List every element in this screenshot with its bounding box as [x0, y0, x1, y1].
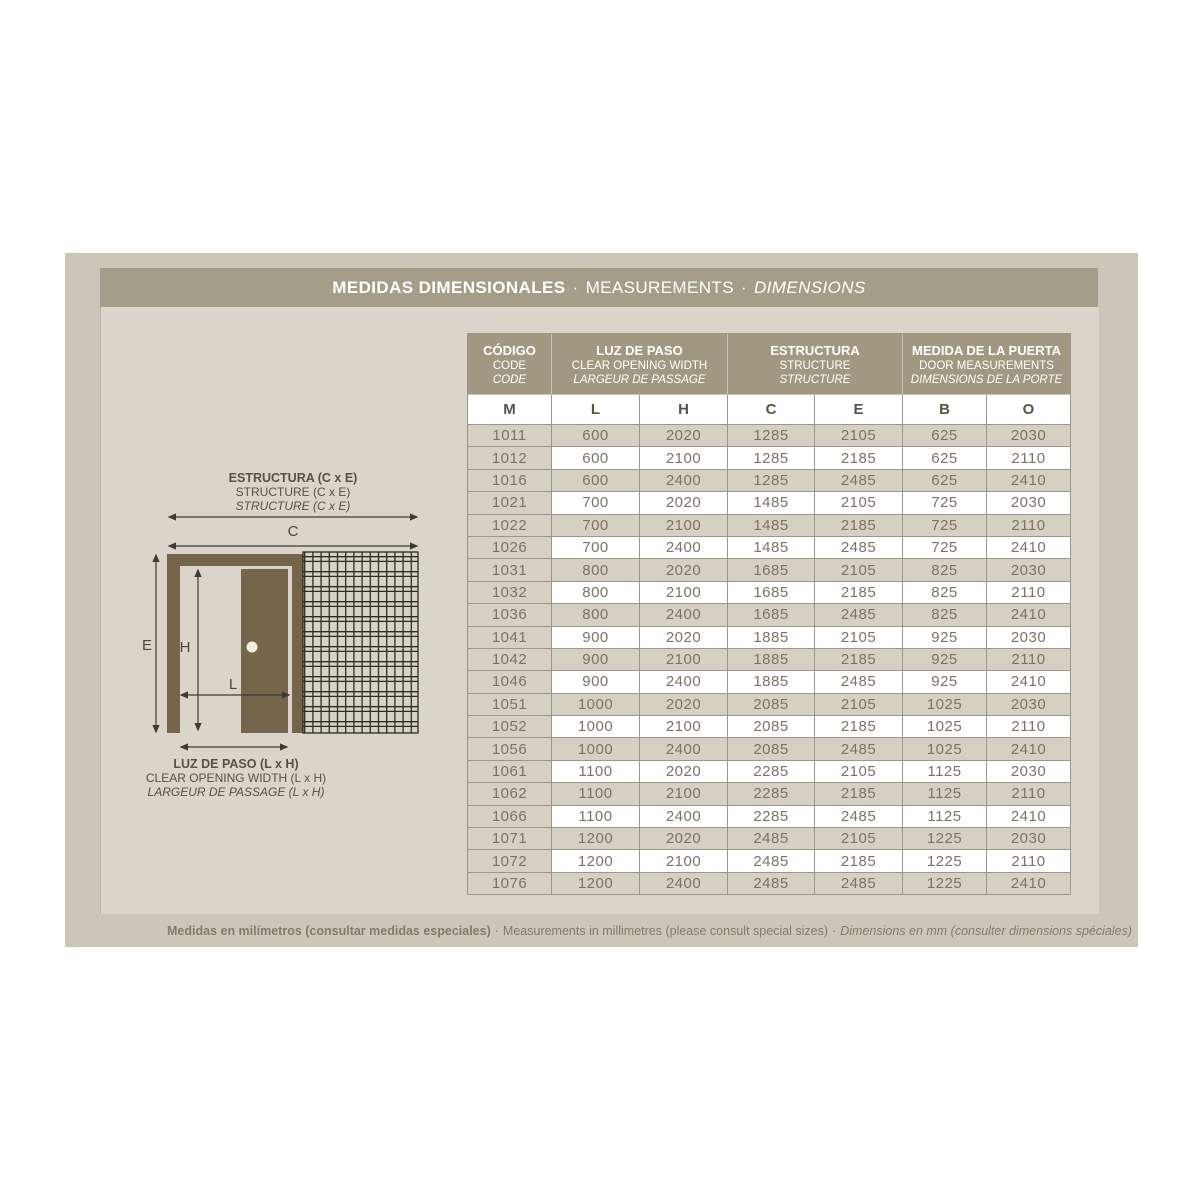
column-header-row [468, 395, 1070, 425]
group-label: CODE [492, 373, 527, 386]
value-cell: 825 [903, 582, 987, 604]
value-cell: 725 [903, 537, 987, 559]
value-cell: 1885 [728, 671, 815, 693]
value-cell: 2020 [640, 425, 728, 447]
value-cell: 900 [552, 671, 640, 693]
value-cell: 700 [552, 492, 640, 514]
code-cell: 1022 [468, 515, 552, 537]
value-cell: 2020 [640, 492, 728, 514]
column-header-o: O [987, 395, 1070, 425]
value-cell: 1100 [552, 783, 640, 805]
value-cell: 2410 [987, 470, 1070, 492]
value-cell: 2110 [987, 582, 1070, 604]
value-cell: 2030 [987, 559, 1070, 581]
value-cell: 1000 [552, 716, 640, 738]
table-row [468, 537, 1070, 559]
door-structure-diagram [140, 466, 440, 811]
value-cell: 2400 [640, 671, 728, 693]
value-cell: 1225 [903, 828, 987, 850]
value-cell: 2110 [987, 850, 1070, 872]
e-dimension-letter: E [141, 637, 153, 654]
group-label: LUZ DE PASO [596, 342, 683, 358]
group-header-row [468, 334, 1070, 395]
value-cell: 2105 [815, 425, 903, 447]
column-header-e: E [815, 395, 903, 425]
title-separator: · [572, 277, 579, 297]
value-cell: 1200 [552, 873, 640, 894]
value-cell: 1000 [552, 694, 640, 716]
value-cell: 1685 [728, 582, 815, 604]
value-cell: 2410 [987, 671, 1070, 693]
value-cell: 2105 [815, 492, 903, 514]
value-cell: 2485 [728, 850, 815, 872]
value-cell: 2110 [987, 783, 1070, 805]
estructura-label-fr: STRUCTURE (C x E) [235, 499, 351, 513]
value-cell: 1685 [728, 604, 815, 626]
value-cell: 2030 [987, 492, 1070, 514]
value-cell: 2030 [987, 694, 1070, 716]
value-cell: 2185 [815, 515, 903, 537]
value-cell: 2410 [987, 738, 1070, 760]
table-body [468, 425, 1070, 894]
group-label: DOOR MEASUREMENTS [919, 359, 1054, 372]
footer-note [65, 914, 1132, 947]
code-cell: 1072 [468, 850, 552, 872]
table-row [468, 447, 1070, 469]
value-cell: 1225 [903, 850, 987, 872]
value-cell: 700 [552, 515, 640, 537]
value-cell: 2105 [815, 694, 903, 716]
value-cell: 2110 [987, 515, 1070, 537]
value-cell: 925 [903, 649, 987, 671]
l-dimension-letter: L [228, 676, 238, 693]
column-header-c: C [728, 395, 815, 425]
code-cell: 1052 [468, 716, 552, 738]
value-cell: 1225 [903, 873, 987, 894]
value-cell: 2100 [640, 649, 728, 671]
value-cell: 2400 [640, 806, 728, 828]
table-row [468, 604, 1070, 626]
value-cell: 2400 [640, 537, 728, 559]
value-cell: 2400 [640, 873, 728, 894]
value-cell: 1100 [552, 806, 640, 828]
table-row [468, 783, 1070, 805]
value-cell: 2100 [640, 716, 728, 738]
title-separator: · [740, 277, 747, 297]
value-cell: 1125 [903, 761, 987, 783]
value-cell: 1100 [552, 761, 640, 783]
column-header-h: H [640, 395, 728, 425]
group-label: DIMENSIONS DE LA PORTE [910, 373, 1063, 386]
value-cell: 2030 [987, 828, 1070, 850]
value-cell: 2485 [815, 671, 903, 693]
value-cell: 1485 [728, 537, 815, 559]
table-row [468, 582, 1070, 604]
value-cell: 1000 [552, 738, 640, 760]
value-cell: 1885 [728, 627, 815, 649]
code-cell: 1042 [468, 649, 552, 671]
code-cell: 1051 [468, 694, 552, 716]
value-cell: 900 [552, 649, 640, 671]
value-cell: 625 [903, 425, 987, 447]
group-header-codigo [468, 334, 552, 395]
code-cell: 1062 [468, 783, 552, 805]
value-cell: 2185 [815, 716, 903, 738]
group-label: CLEAR OPENING WIDTH [571, 359, 708, 372]
code-cell: 1012 [468, 447, 552, 469]
footer-separator: · [832, 923, 837, 938]
group-label: STRUCTURE [779, 359, 851, 372]
table-row [468, 671, 1070, 693]
value-cell: 2020 [640, 828, 728, 850]
value-cell: 2410 [987, 806, 1070, 828]
value-cell: 1885 [728, 649, 815, 671]
value-cell: 2185 [815, 850, 903, 872]
code-cell: 1016 [468, 470, 552, 492]
value-cell: 2085 [728, 694, 815, 716]
value-cell: 2485 [815, 470, 903, 492]
value-cell: 2105 [815, 559, 903, 581]
value-cell: 2030 [987, 627, 1070, 649]
value-cell: 2100 [640, 447, 728, 469]
table-row [468, 559, 1070, 581]
value-cell: 1025 [903, 716, 987, 738]
table-row [468, 425, 1070, 447]
code-cell: 1011 [468, 425, 552, 447]
value-cell: 2285 [728, 783, 815, 805]
value-cell: 2100 [640, 582, 728, 604]
table-row [468, 850, 1070, 872]
door-panel [241, 569, 288, 733]
value-cell: 600 [552, 425, 640, 447]
code-cell: 1032 [468, 582, 552, 604]
table-row [468, 492, 1070, 514]
value-cell: 2085 [728, 716, 815, 738]
column-header-b: B [903, 395, 987, 425]
table-row [468, 738, 1070, 760]
value-cell: 2410 [987, 537, 1070, 559]
group-header-medida-puerta [903, 334, 1070, 395]
table-row [468, 694, 1070, 716]
code-cell: 1056 [468, 738, 552, 760]
estructura-label-en: STRUCTURE (C x E) [235, 485, 351, 499]
table-row [468, 873, 1070, 894]
value-cell: 1685 [728, 559, 815, 581]
value-cell: 1485 [728, 515, 815, 537]
column-header-m: M [468, 395, 552, 425]
code-cell: 1041 [468, 627, 552, 649]
value-cell: 2485 [815, 537, 903, 559]
value-cell: 925 [903, 671, 987, 693]
table-row [468, 806, 1070, 828]
value-cell: 825 [903, 604, 987, 626]
value-cell: 1285 [728, 425, 815, 447]
value-cell: 2105 [815, 761, 903, 783]
group-label: LARGEUR DE PASSAGE [573, 373, 706, 386]
value-cell: 2100 [640, 850, 728, 872]
value-cell: 1200 [552, 828, 640, 850]
value-cell: 1125 [903, 783, 987, 805]
code-cell: 1071 [468, 828, 552, 850]
value-cell: 800 [552, 582, 640, 604]
frame-top-bar [167, 554, 303, 566]
value-cell: 2110 [987, 447, 1070, 469]
group-label: CÓDIGO [483, 342, 536, 358]
value-cell: 900 [552, 627, 640, 649]
value-cell: 2410 [987, 604, 1070, 626]
value-cell: 1285 [728, 447, 815, 469]
value-cell: 2485 [728, 828, 815, 850]
value-cell: 2030 [987, 761, 1070, 783]
code-cell: 1076 [468, 873, 552, 894]
estructura-label-es: ESTRUCTURA (C x E) [228, 471, 358, 485]
value-cell: 2485 [815, 604, 903, 626]
group-label: MEDIDA DE LA PUERTA [911, 342, 1062, 358]
code-cell: 1026 [468, 537, 552, 559]
footer-note-es: Medidas en milímetros (consultar medidas especiales) [167, 923, 491, 938]
value-cell: 1200 [552, 850, 640, 872]
title-en: MEASUREMENTS [585, 277, 734, 297]
table-row [468, 828, 1070, 850]
value-cell: 725 [903, 515, 987, 537]
value-cell: 2110 [987, 649, 1070, 671]
value-cell: 825 [903, 559, 987, 581]
footer-note-en: Measurements in millimetres (please consult special sizes) [502, 923, 829, 938]
value-cell: 625 [903, 470, 987, 492]
value-cell: 2020 [640, 694, 728, 716]
value-cell: 2410 [987, 873, 1070, 894]
value-cell: 2085 [728, 738, 815, 760]
value-cell: 2485 [815, 806, 903, 828]
column-header-l: L [552, 395, 640, 425]
value-cell: 2100 [640, 783, 728, 805]
value-cell: 2100 [640, 515, 728, 537]
value-cell: 600 [552, 470, 640, 492]
table-row [468, 515, 1070, 537]
luz-de-paso-label-fr: LARGEUR DE PASSAGE (L x H) [147, 785, 325, 799]
value-cell: 800 [552, 559, 640, 581]
code-cell: 1031 [468, 559, 552, 581]
value-cell: 2285 [728, 806, 815, 828]
value-cell: 2485 [815, 873, 903, 894]
table-row [468, 761, 1070, 783]
group-label: STRUCTURE [779, 373, 851, 386]
value-cell: 725 [903, 492, 987, 514]
value-cell: 2020 [640, 627, 728, 649]
table-row [468, 649, 1070, 671]
luz-de-paso-label-es: LUZ DE PASO (L x H) [173, 757, 299, 771]
title-bar [100, 268, 1098, 307]
code-cell: 1066 [468, 806, 552, 828]
value-cell: 800 [552, 604, 640, 626]
value-cell: 2400 [640, 604, 728, 626]
group-label: CODE [492, 359, 527, 372]
value-cell: 2185 [815, 649, 903, 671]
group-header-estructura [728, 334, 903, 395]
value-cell: 2020 [640, 559, 728, 581]
value-cell: 2485 [815, 738, 903, 760]
footer-separator: · [494, 923, 499, 938]
table-row [468, 627, 1070, 649]
dimensions-table [467, 333, 1071, 895]
value-cell: 2400 [640, 470, 728, 492]
value-cell: 2485 [728, 873, 815, 894]
frame-left-jamb [167, 554, 180, 733]
value-cell: 1125 [903, 806, 987, 828]
value-cell: 2030 [987, 425, 1070, 447]
code-cell: 1061 [468, 761, 552, 783]
value-cell: 1025 [903, 738, 987, 760]
value-cell: 925 [903, 627, 987, 649]
title-fr: DIMENSIONS [754, 277, 866, 297]
value-cell: 1025 [903, 694, 987, 716]
value-cell: 2185 [815, 582, 903, 604]
footer-note-fr: Dimensions en mm (consulter dimensions spéciales) [840, 923, 1132, 938]
value-cell: 1485 [728, 492, 815, 514]
h-dimension-letter: H [179, 639, 191, 656]
value-cell: 2105 [815, 828, 903, 850]
c-dimension-letter: C [287, 523, 299, 540]
value-cell: 2185 [815, 447, 903, 469]
door-handle-dot [247, 642, 258, 653]
value-cell: 1285 [728, 470, 815, 492]
value-cell: 2185 [815, 783, 903, 805]
code-cell: 1021 [468, 492, 552, 514]
group-label: ESTRUCTURA [770, 342, 860, 358]
value-cell: 2400 [640, 738, 728, 760]
value-cell: 2110 [987, 716, 1070, 738]
table-row [468, 716, 1070, 738]
value-cell: 2105 [815, 627, 903, 649]
luz-de-paso-label-en: CLEAR OPENING WIDTH (L x H) [145, 771, 327, 785]
value-cell: 600 [552, 447, 640, 469]
table-row [468, 470, 1070, 492]
title-es: MEDIDAS DIMENSIONALES [332, 277, 566, 297]
value-cell: 625 [903, 447, 987, 469]
value-cell: 700 [552, 537, 640, 559]
code-cell: 1036 [468, 604, 552, 626]
group-header-luz-de-paso [552, 334, 728, 395]
code-cell: 1046 [468, 671, 552, 693]
value-cell: 2285 [728, 761, 815, 783]
pocket-mesh-grid [303, 552, 418, 733]
frame-right-jamb [292, 554, 303, 733]
value-cell: 2020 [640, 761, 728, 783]
